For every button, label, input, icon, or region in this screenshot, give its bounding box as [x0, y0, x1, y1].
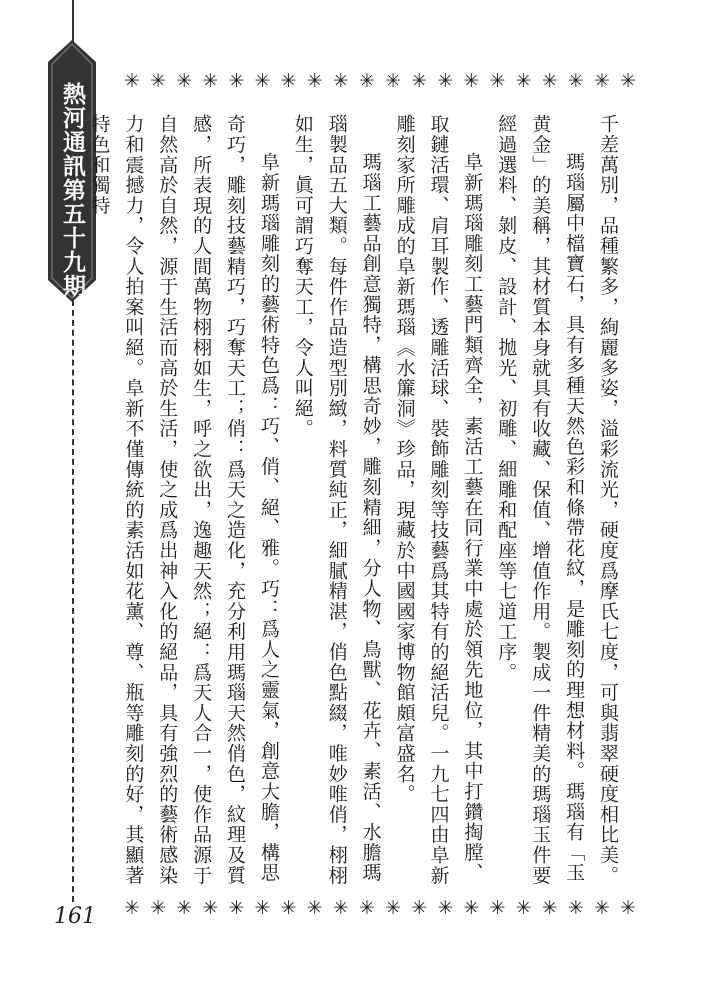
ornament-star-icon: ✳: [228, 897, 245, 919]
ornament-star-icon: ✳: [620, 897, 636, 919]
ornament-star-icon: ✳: [202, 897, 219, 919]
ornament-star-icon: ✳: [437, 897, 454, 919]
ornament-star-icon: ✳: [150, 897, 167, 919]
ornament-star-icon: ✳: [620, 70, 636, 92]
ornament-star-icon: ✳: [124, 70, 140, 92]
ornament-star-icon: ✳: [489, 897, 506, 919]
banner-dashed-line: [72, 300, 74, 902]
banner-top-line: [72, 0, 74, 42]
ornament-star-icon: ✳: [254, 897, 271, 919]
ornament-star-icon: ✳: [202, 70, 219, 92]
top-ornament-border: [124, 70, 636, 92]
paragraph: 瑪瑙工藝品創意獨特，構思奇妙，雕刻精細，分人物、鳥獸、花卉、素活、水膽瑪瑙製品五大類。每件作品造型別緻，料質純正，細膩精湛，俏色點綴，唯妙唯俏，栩栩如生，眞可謂巧奪天工，令人叫絕。: [291, 114, 382, 886]
ornament-star-icon: ✳: [411, 70, 428, 92]
ornament-star-icon: ✳: [437, 70, 454, 92]
ornament-star-icon: ✳: [385, 70, 402, 92]
ornament-star-icon: ✳: [280, 897, 297, 919]
paragraph: 千差萬別，品種繁多，絢麗多姿，溢彩流光，硬度爲摩氏七度，可與翡翠硬度相比美。: [597, 114, 619, 886]
ornament-star-icon: ✳: [515, 897, 532, 919]
paragraph: 阜新瑪瑙雕刻工藝門類齊全，素活工藝在同行業中處於領先地位，其中打鑽掏膛、取鏈活環、肩耳製作、透雕活球、裝飾雕刻等技藝爲其特有的絕活兒。一九七四由阜新雕刻家所雕成的阜新瑪瑙《水簾洞》珍品，現藏於中國國家博物館頗富盛名。: [393, 114, 484, 886]
issue-title: 熱河通訊第五十九期: [59, 82, 86, 298]
ornament-star-icon: ✳: [593, 897, 610, 919]
ornament-star-icon: ✳: [567, 70, 584, 92]
ornament-star-icon: ✳: [332, 897, 349, 919]
ornament-star-icon: ✳: [463, 70, 480, 92]
ornament-star-icon: ✳: [411, 897, 428, 919]
article-body: [88, 114, 624, 886]
ornament-star-icon: ✳: [463, 897, 480, 919]
ornament-star-icon: ✳: [515, 70, 532, 92]
ornament-star-icon: ✳: [176, 70, 193, 92]
paragraph: 瑪瑙屬中檔寶石，具有多種天然色彩和條帶花紋，是雕刻的理想材料。瑪瑙有「玉黄金」的美稱，其材質本身就具有收藏、保值、增值作用。製成一件精美的瑪瑙玉件要經過選料、剝皮、設計、拋光、初雕、細雕和配座等七道工序。: [495, 114, 586, 886]
bottom-ornament-border: [124, 897, 636, 919]
ornament-star-icon: ✳: [489, 70, 506, 92]
ornament-star-icon: ✳: [150, 70, 167, 92]
ornament-star-icon: ✳: [541, 897, 558, 919]
ornament-star-icon: ✳: [385, 897, 402, 919]
ornament-star-icon: ✳: [332, 70, 349, 92]
ornament-star-icon: ✳: [358, 897, 375, 919]
ornament-star-icon: ✳: [567, 897, 584, 919]
page-number: 161: [54, 904, 96, 929]
ornament-star-icon: ✳: [541, 70, 558, 92]
ornament-star-icon: ✳: [124, 897, 140, 919]
ornament-star-icon: ✳: [306, 70, 323, 92]
paragraph: 阜新瑪瑙雕刻的藝術特色爲：巧、俏、絕、雅。巧：爲人之靈氣，創意大膽，構思奇巧，雕刻技藝精巧，巧奪天工；俏：爲天之造化，充分利用瑪瑙天然俏色，紋理及質感，所表現的人間萬物栩栩如生，呼之欲出，逸趣天然；絕：爲天人合一，使作品源于自然高於自然，源于生活而高於生活，使之成爲出神入化的絕品，具有強烈的藝術感染力和震撼力，令人拍案叫絕。阜新不僅傳統的素活如花薰、尊、瓶等雕刻的好，其顯著特色和獨特: [88, 114, 280, 886]
ornament-star-icon: ✳: [593, 70, 610, 92]
ornament-star-icon: ✳: [280, 70, 297, 92]
ornament-star-icon: ✳: [176, 897, 193, 919]
ornament-star-icon: ✳: [228, 70, 245, 92]
ornament-star-icon: ✳: [306, 897, 323, 919]
ornament-star-icon: ✳: [358, 70, 375, 92]
ornament-star-icon: ✳: [254, 70, 271, 92]
